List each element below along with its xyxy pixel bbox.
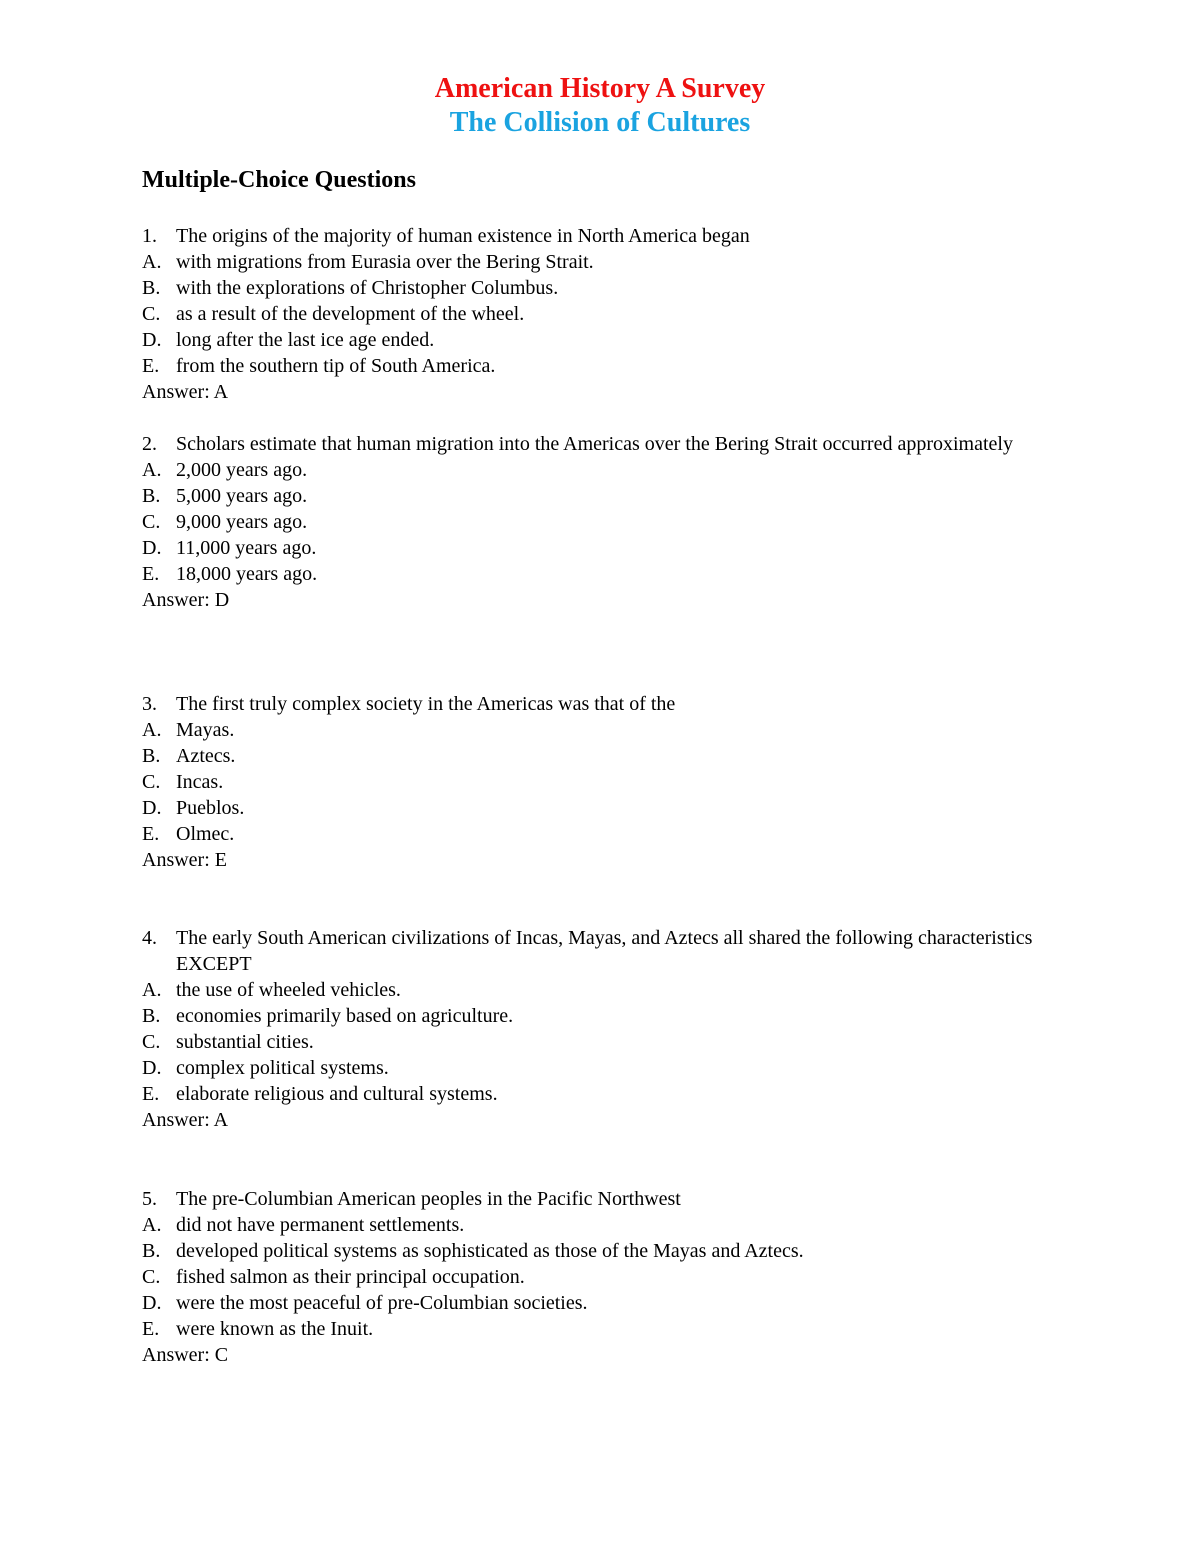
option-text: Pueblos. bbox=[176, 797, 245, 819]
section-heading: Multiple-Choice Questions bbox=[142, 167, 416, 193]
option-letter: A. bbox=[142, 251, 162, 273]
option-text: economies primarily based on agriculture. bbox=[176, 1005, 514, 1027]
option-text: 5,000 years ago. bbox=[176, 485, 308, 507]
option-text: 9,000 years ago. bbox=[176, 511, 308, 533]
option-letter: C. bbox=[142, 771, 161, 793]
option-b bbox=[142, 1238, 1082, 1264]
document-title: American History A Survey bbox=[434, 73, 766, 104]
option-letter: D. bbox=[142, 1057, 162, 1079]
option-e bbox=[142, 821, 1082, 847]
option-letter: D. bbox=[142, 537, 162, 559]
answer-key: Answer: A bbox=[142, 381, 229, 403]
option-letter: E. bbox=[142, 563, 160, 585]
option-letter: C. bbox=[142, 303, 161, 325]
option-d bbox=[142, 1290, 1082, 1316]
option-b bbox=[142, 1003, 1082, 1029]
option-e bbox=[142, 561, 1082, 587]
question-text: The pre-Columbian American peoples in the Pacific Northwest bbox=[176, 1188, 681, 1210]
option-e bbox=[142, 1316, 1082, 1342]
option-letter: B. bbox=[142, 1005, 161, 1027]
option-text: substantial cities. bbox=[176, 1031, 314, 1053]
option-text: long after the last ice age ended. bbox=[176, 329, 435, 351]
question-number: 4. bbox=[142, 927, 157, 949]
document-subtitle: The Collision of Cultures bbox=[449, 107, 751, 138]
option-text: the use of wheeled vehicles. bbox=[176, 979, 401, 1001]
option-c bbox=[142, 1264, 1082, 1290]
option-letter: E. bbox=[142, 1083, 160, 1105]
option-text: complex political systems. bbox=[176, 1057, 389, 1079]
option-letter: D. bbox=[142, 1292, 162, 1314]
question-number: 5. bbox=[142, 1188, 157, 1210]
question-stem bbox=[142, 925, 1082, 977]
answer-key: Answer: A bbox=[142, 1109, 229, 1131]
question-text: Scholars estimate that human migration into the Americas over the Bering Strait occurred approximately bbox=[176, 433, 1013, 455]
option-c bbox=[142, 509, 1082, 535]
option-text: from the southern tip of South America. bbox=[176, 355, 496, 377]
question-stem bbox=[142, 1186, 1082, 1212]
option-b bbox=[142, 275, 1082, 301]
question-stem bbox=[142, 223, 1082, 249]
option-letter: C. bbox=[142, 511, 161, 533]
option-text: Incas. bbox=[176, 771, 224, 793]
option-letter: B. bbox=[142, 745, 161, 767]
option-d bbox=[142, 327, 1082, 353]
option-text: did not have permanent settlements. bbox=[176, 1214, 465, 1236]
option-b bbox=[142, 483, 1082, 509]
option-text: Aztecs. bbox=[176, 745, 236, 767]
option-letter: E. bbox=[142, 1318, 160, 1340]
option-text: were known as the Inuit. bbox=[176, 1318, 374, 1340]
option-text: fished salmon as their principal occupation. bbox=[176, 1266, 525, 1288]
question-stem bbox=[142, 691, 1082, 717]
question-5 bbox=[142, 1186, 1082, 1368]
question-3 bbox=[142, 691, 1082, 873]
option-e bbox=[142, 353, 1082, 379]
option-a bbox=[142, 717, 1082, 743]
option-c bbox=[142, 301, 1082, 327]
option-text: as a result of the development of the wheel. bbox=[176, 303, 525, 325]
option-a bbox=[142, 249, 1082, 275]
option-letter: A. bbox=[142, 459, 162, 481]
answer-key: Answer: D bbox=[142, 589, 230, 611]
question-1 bbox=[142, 223, 1082, 405]
question-text: The first truly complex society in the Americas was that of the bbox=[176, 693, 676, 715]
option-a bbox=[142, 1212, 1082, 1238]
option-letter: A. bbox=[142, 1214, 162, 1236]
option-letter: D. bbox=[142, 329, 162, 351]
option-text: were the most peaceful of pre-Columbian societies. bbox=[176, 1292, 588, 1314]
option-text: 18,000 years ago. bbox=[176, 563, 318, 585]
option-text: elaborate religious and cultural systems. bbox=[176, 1083, 498, 1105]
option-c bbox=[142, 769, 1082, 795]
question-number: 1. bbox=[142, 225, 157, 247]
option-letter: D. bbox=[142, 797, 162, 819]
option-text: developed political systems as sophisticated as those of the Mayas and Aztecs. bbox=[176, 1240, 804, 1262]
option-d bbox=[142, 1055, 1082, 1081]
option-letter: B. bbox=[142, 277, 161, 299]
question-number: 2. bbox=[142, 433, 157, 455]
question-number: 3. bbox=[142, 693, 157, 715]
option-text: 11,000 years ago. bbox=[176, 537, 317, 559]
option-text: Mayas. bbox=[176, 719, 235, 741]
option-text: Olmec. bbox=[176, 823, 235, 845]
question-stem bbox=[142, 431, 1082, 457]
option-letter: A. bbox=[142, 719, 162, 741]
question-text: The early South American civilizations of Incas, Mayas, and Aztecs all shared the following characteristics EXCEPT bbox=[176, 927, 1033, 975]
answer-key: Answer: C bbox=[142, 1344, 229, 1366]
option-d bbox=[142, 535, 1082, 561]
question-4 bbox=[142, 925, 1082, 1133]
option-e bbox=[142, 1081, 1082, 1107]
option-letter: B. bbox=[142, 1240, 161, 1262]
option-letter: A. bbox=[142, 979, 162, 1001]
option-c bbox=[142, 1029, 1082, 1055]
option-b bbox=[142, 743, 1082, 769]
option-letter: E. bbox=[142, 823, 160, 845]
question-text: The origins of the majority of human existence in North America began bbox=[176, 225, 750, 247]
option-text: with the explorations of Christopher Columbus. bbox=[176, 277, 559, 299]
option-a bbox=[142, 977, 1082, 1003]
option-letter: B. bbox=[142, 485, 161, 507]
option-d bbox=[142, 795, 1082, 821]
question-2 bbox=[142, 431, 1082, 613]
option-letter: C. bbox=[142, 1266, 161, 1288]
answer-key: Answer: E bbox=[142, 849, 227, 871]
option-a bbox=[142, 457, 1082, 483]
option-letter: C. bbox=[142, 1031, 161, 1053]
option-letter: E. bbox=[142, 355, 160, 377]
option-text: with migrations from Eurasia over the Bering Strait. bbox=[176, 251, 594, 273]
option-text: 2,000 years ago. bbox=[176, 459, 308, 481]
